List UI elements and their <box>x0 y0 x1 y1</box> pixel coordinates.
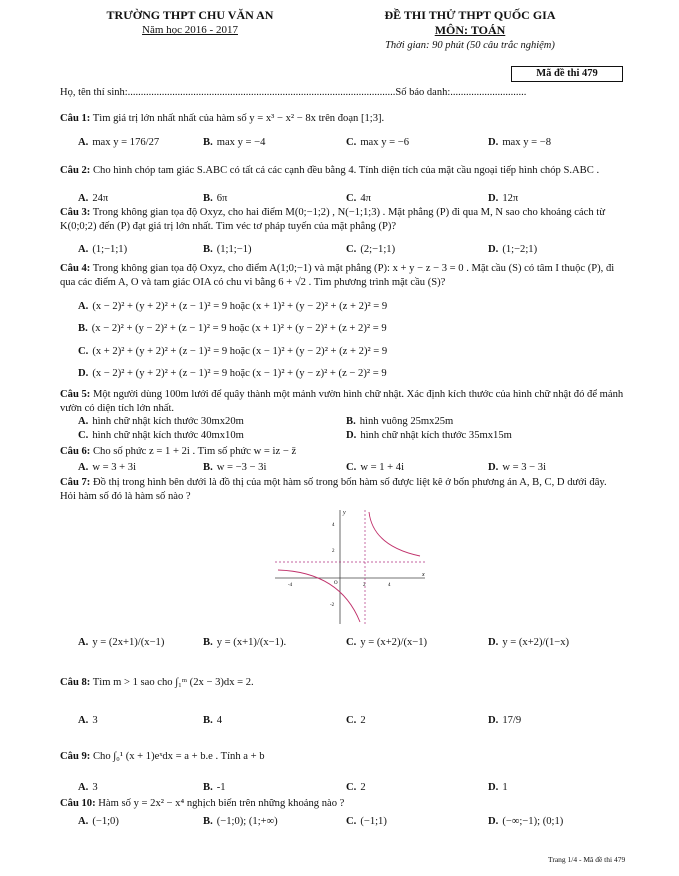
question-8 <box>60 676 625 690</box>
option-a[interactable]: max y = 176/27 <box>92 137 160 148</box>
option-a[interactable]: 24π <box>92 193 109 204</box>
option-c[interactable]: 4π <box>360 193 371 204</box>
tick-label: -4 <box>288 583 293 588</box>
option-c[interactable]: (−1;1) <box>360 816 387 827</box>
option-letter: D. <box>346 430 357 441</box>
option-b[interactable]: (−1;0); (1;+∞) <box>216 816 278 827</box>
option-text: (x − 2)² + (y + 2)² + (z − 1)² = 9 hoặc (x − 1)² + (y − z)² + (z − 2)² = 9 <box>92 368 387 379</box>
exam-header <box>350 8 590 52</box>
option-letter: B. <box>203 193 213 204</box>
option-letter: C. <box>346 782 357 793</box>
option-letter: B. <box>203 816 213 827</box>
option-c[interactable]: y = (x+2)/(x−1) <box>360 637 428 648</box>
origin-label: O <box>334 581 338 586</box>
question-6 <box>60 445 625 459</box>
question-label: Câu 4: <box>60 263 91 274</box>
option-a[interactable]: 3 <box>92 782 98 793</box>
options-q5-row2 <box>78 429 628 445</box>
question-label: Câu 5: <box>60 389 91 400</box>
question-text: Một người dùng 100m lưới để quây thành một mảnh vườn hình chữ nhật. Xác định kích thước của hình chữ nhật đó để mảnh vườn có diện tích lớn nhất. <box>60 389 624 414</box>
option-c[interactable]: 2 <box>360 782 366 793</box>
option-letter: C. <box>78 430 89 441</box>
option-letter: C. <box>346 462 357 473</box>
option-d[interactable]: y = (x+2)/(1−x) <box>502 637 570 648</box>
option-letter: C. <box>346 137 357 148</box>
option-letter: C. <box>346 193 357 204</box>
option-letter: D. <box>488 816 499 827</box>
option-d[interactable]: 17/9 <box>502 715 522 726</box>
options-q6 <box>78 461 628 477</box>
option-c[interactable]: w = 1 + 4i <box>360 462 405 473</box>
option-letter: A. <box>78 193 89 204</box>
option-letter: B. <box>203 782 213 793</box>
option-letter: A. <box>78 301 89 312</box>
option-b[interactable]: (1;1;−1) <box>216 244 252 255</box>
option-letter: A. <box>78 637 89 648</box>
option-letter: A. <box>78 816 89 827</box>
options-q10 <box>78 815 628 831</box>
curve-right-branch <box>369 512 420 556</box>
school-header <box>100 8 280 37</box>
question-2 <box>60 164 625 178</box>
question-text: Cho hình chóp tam giác S.ABC có tất cả các cạnh đều bằng 4. Tính diện tích của mặt cầu ngoại tiếp hình chóp S.ABC . <box>92 165 600 176</box>
option-letter: B. <box>203 637 213 648</box>
option-a[interactable]: y = (2x+1)/(x−1) <box>92 637 165 648</box>
option-b[interactable]: max y = −4 <box>216 137 266 148</box>
option-c[interactable]: (2;−1;1) <box>360 244 396 255</box>
option-letter: A. <box>78 462 89 473</box>
exam-code: Mã đề thi 479 <box>511 66 623 82</box>
option-d[interactable]: 1 <box>502 782 508 793</box>
question-text: Tìm m > 1 sao cho ∫₁ᵐ (2x − 3)dx = 2. <box>92 677 254 688</box>
question-label: Câu 10: <box>60 798 96 809</box>
option-a[interactable]: 3 <box>92 715 98 726</box>
question-3 <box>60 206 625 233</box>
option-letter: D. <box>488 244 499 255</box>
option-b[interactable]: y = (x+1)/(x−1). <box>216 637 287 648</box>
option-letter: B. <box>203 137 213 148</box>
question-1 <box>60 112 625 126</box>
option-text: (x − 2)² + (y − 2)² + (z − 1)² = 9 hoặc (x + 1)² + (y − 2)² + (z + 2)² = 9 <box>91 323 387 334</box>
question-text: Cho ∫₀¹ (x + 1)eˣdx = a + b.e . Tính a + b <box>92 751 265 762</box>
option-letter: B. <box>346 416 356 427</box>
question-label: Câu 3: <box>60 207 91 218</box>
option-c[interactable]: 2 <box>360 715 366 726</box>
question-text: Hàm số y = 2x² − x⁴ nghịch biến trên những khoảng nào ? <box>98 798 345 809</box>
option-q4-c[interactable] <box>78 345 628 361</box>
exam-title: ĐỀ THI THỬ THPT QUỐC GIA <box>384 8 556 22</box>
option-letter: D. <box>488 715 499 726</box>
option-c[interactable]: max y = −6 <box>360 137 410 148</box>
tick-label: 2 <box>332 549 335 554</box>
option-letter: D. <box>488 137 499 148</box>
tick-label: -2 <box>330 603 335 608</box>
question-text: Tìm giá trị lớn nhất nhất của hàm số y = x³ − x² − 8x trên đoạn [1;3]. <box>92 113 385 124</box>
option-text: (x + 2)² + (y + 2)² + (z − 1)² = 9 hoặc (x − 1)² + (y − 2)² + (z + 2)² = 9 <box>92 346 388 357</box>
option-b[interactable]: 4 <box>216 715 223 726</box>
question-label: Câu 7: <box>60 477 91 488</box>
option-a[interactable]: (1;−1;1) <box>92 244 128 255</box>
option-b[interactable]: w = −3 − 3i <box>216 462 267 473</box>
exam-subject: MÔN: TOÁN <box>434 23 506 38</box>
question-label: Câu 6: <box>60 446 91 457</box>
option-q4-b[interactable] <box>78 322 628 338</box>
option-letter: C. <box>346 637 357 648</box>
option-d[interactable]: 12π <box>502 193 519 204</box>
options-q8 <box>78 714 628 730</box>
school-name: TRƯỜNG THPT CHU VĂN AN <box>106 8 274 22</box>
option-a[interactable]: (−1;0) <box>92 816 119 827</box>
option-letter: D. <box>488 193 499 204</box>
option-d[interactable]: hình chữ nhật kích thước 35mx15m <box>360 430 512 441</box>
options-q3 <box>78 243 628 259</box>
option-q4-d[interactable] <box>78 367 628 383</box>
option-a[interactable]: w = 3 + 3i <box>92 462 137 473</box>
option-d[interactable]: (−∞;−1); (0;1) <box>502 816 564 827</box>
question-9 <box>60 750 625 764</box>
options-q9 <box>78 781 628 797</box>
option-letter: D. <box>488 782 499 793</box>
question-4 <box>60 262 625 289</box>
options-q7 <box>78 636 628 652</box>
option-text: (x − 2)² + (y + 2)² + (z − 1)² = 9 hoặc (x + 1)² + (y − 2)² + (z + 2)² = 9 <box>92 301 388 312</box>
option-a[interactable]: hình chữ nhật kích thước 30mx20m <box>92 416 244 427</box>
question-5 <box>60 388 625 415</box>
option-b[interactable]: 6π <box>216 193 228 204</box>
option-d[interactable]: w = 3 − 3i <box>502 462 547 473</box>
tick-label: 4 <box>332 523 335 528</box>
option-letter: C. <box>78 346 89 357</box>
options-q1 <box>78 136 628 152</box>
option-letter: B. <box>203 244 213 255</box>
page-footer: Trang 1/4 - Mã đề thi 479 <box>548 855 626 864</box>
option-letter: C. <box>346 816 357 827</box>
exam-time: Thời gian: 90 phút (50 câu trắc nghiệm) <box>385 39 555 51</box>
question-label: Câu 9: <box>60 751 91 762</box>
option-letter: A. <box>78 782 89 793</box>
student-info-line: Họ, tên thí sinh:......................................................................................................Số báo danh:............................. <box>60 87 527 98</box>
option-letter: B. <box>78 323 88 334</box>
option-letter: C. <box>346 715 357 726</box>
option-letter: A. <box>78 244 89 255</box>
function-graph <box>270 506 430 626</box>
option-b[interactable]: -1 <box>216 782 226 793</box>
question-text: Trong không gian tọa độ Oxyz, cho điểm A(1;0;−1) và mặt phẳng (P): x + y − z − 3 = 0 . Mặt cầu (S) có tâm I thuộc (P), đi qua các điểm A, O và tam giác OIA có chu vi bằng 6 + √2 . Tìm phương trình mặt cầu (S)? <box>60 263 615 288</box>
question-label: Câu 2: <box>60 165 91 176</box>
question-text: Trong không gian tọa độ Oxyz, cho hai điểm M(0;−1;2) , N(−1;1;3) . Mặt phẳng (P) đi qua M, N sao cho khoảng cách từ K(0;0;2) đến (P) đạt giá trị lớn nhất. Tìm véc tơ pháp tuyến của mặt phẳng (P)? <box>60 207 605 232</box>
option-q4-a[interactable] <box>78 300 628 316</box>
question-text: Cho số phức z = 1 + 2i . Tìm số phức w = iz − z̄ <box>92 446 297 457</box>
option-letter: C. <box>346 244 357 255</box>
question-text: Đồ thị trong hình bên dưới là đồ thị của một hàm số trong bốn hàm số được liệt kê ở bốn phương án A, B, C, D dưới đây. Hỏi hàm số đó là hàm số nào ? <box>60 477 607 502</box>
question-10 <box>60 797 625 811</box>
question-label: Câu 1: <box>60 113 91 124</box>
option-b[interactable]: hình vuông 25mx25m <box>359 416 454 427</box>
option-letter: D. <box>78 368 89 379</box>
tick-label: 2 <box>363 583 366 588</box>
option-letter: D. <box>488 462 499 473</box>
option-letter: A. <box>78 137 89 148</box>
option-letter: A. <box>78 416 89 427</box>
option-letter: A. <box>78 715 89 726</box>
option-d[interactable]: (1;−2;1) <box>502 244 538 255</box>
option-c[interactable]: hình chữ nhật kích thước 40mx10m <box>92 430 244 441</box>
question-label: Câu 8: <box>60 677 91 688</box>
option-letter: B. <box>203 715 213 726</box>
y-axis-label: y <box>343 510 346 516</box>
x-axis-label: x <box>422 572 425 578</box>
school-year: Năm học 2016 - 2017 <box>142 24 238 37</box>
option-letter: D. <box>488 637 499 648</box>
option-letter: B. <box>203 462 213 473</box>
tick-label: 4 <box>388 583 391 588</box>
question-7 <box>60 476 625 503</box>
option-d[interactable]: max y = −8 <box>502 137 552 148</box>
